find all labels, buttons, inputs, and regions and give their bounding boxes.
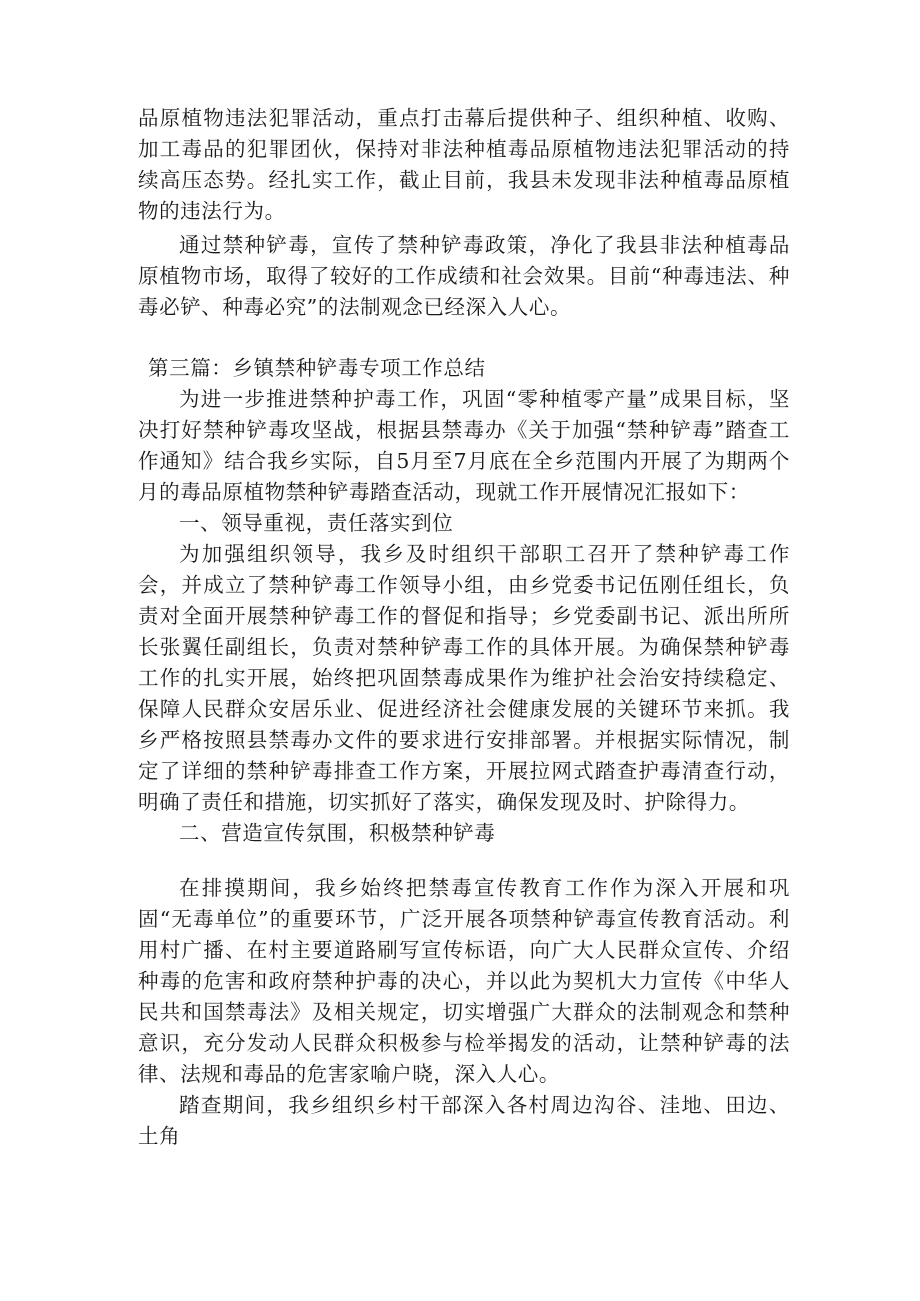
final-paragraph: 踏查期间，我乡组织乡村干部深入各村周边沟谷、洼地、田边、土角	[138, 1093, 790, 1148]
section-1-heading: 一、领导重视，责任落实到位	[179, 511, 454, 535]
article-title: 第三篇：乡镇禁种铲毒专项工作总结	[148, 356, 486, 380]
document-body	[138, 103, 790, 1152]
section-2-paragraph: 在排摸期间，我乡始终把禁毒宣传教育工作作为深入开展和巩固“无毒单位”的重要环节，广泛开展各项禁种铲毒宣传教育活动。利用村广播、在村主要道路刷写宣传标语，向广大人民群众宣传、介绍种毒的危害和政府禁种护毒的决心，并以此为契机大力宣传《中华人民共和国禁毒法》及相关规定，切实增强广大群众的法制观念和禁种意识，充分发动人民群众积极参与检举揭发的活动，让禁种铲毒的法律、法规和毒品的危害家喻户晓，深入人心。	[138, 876, 790, 1086]
intro-paragraph: 为进一步推进禁种护毒工作，巩固“零种植零产量”成果目标，坚决打好禁种铲毒攻坚战，根据县禁毒办《关于加强“禁种铲毒”踏查工作通知》结合我乡实际，自5月至7月底在全乡范围内开展了为期两个月的毒品原植物禁种铲毒踏查活动，现就工作开展情况汇报如下：	[138, 387, 790, 504]
section-1-paragraph: 为加强组织领导，我乡及时组织干部职工召开了禁种铲毒工作会，并成立了禁种铲毒工作领导小组，由乡党委书记伍刚任组长，负责对全面开展禁种铲毒工作的督促和指导；乡党委副书记、派出所所长张翼任副组长，负责对禁种铲毒工作的具体开展。为确保禁种铲毒工作的扎实开展，始终把巩固禁毒成果作为维护社会治安持续稳定、保障人民群众安居乐业、促进经济社会健康发展的关键环节来抓。我乡严格按照县禁毒办文件的要求进行安排部署。并根据实际情况，制定了详细的禁种铲毒排查工作方案，开展拉网式踏查护毒清查行动，明确了责任和措施，切实抓好了落实，确保发现及时、护除得力。	[138, 542, 790, 814]
continuation-paragraph: 品原植物违法犯罪活动，重点打击幕后提供种子、组织种植、收购、加工毒品的犯罪团伙，保持对非法种植毒品原植物违法犯罪活动的持续高压态势。经扎实工作，截止目前，我县未发现非法种植毒品原植物的违法行为。	[138, 106, 790, 223]
section-2-heading: 二、营造宣传氛围，积极禁种铲毒	[179, 821, 496, 845]
conclusion-paragraph: 通过禁种铲毒，宣传了禁种铲毒政策，净化了我县非法种植毒品原植物市场，取得了较好的工作成绩和社会效果。目前“种毒违法、种毒必铲、种毒必究”的法制观念已经深入人心。	[138, 233, 790, 319]
